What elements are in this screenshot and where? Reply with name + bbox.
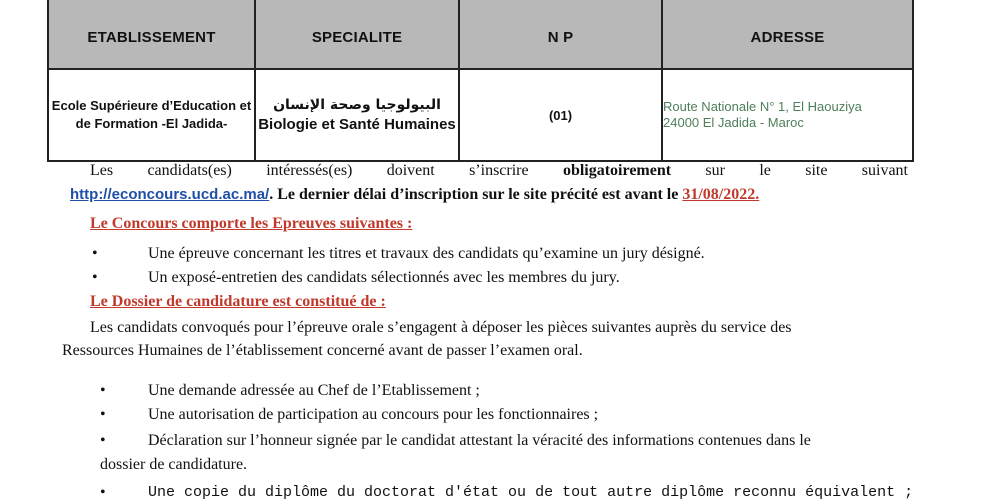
bullet-icon: • — [92, 269, 98, 286]
bullet-icon: • — [100, 432, 106, 449]
bullet-icon: • — [100, 484, 106, 501]
header-specialite: SPECIALITE — [255, 0, 459, 69]
intro-text-2: sur le site suivant — [671, 162, 908, 179]
registration-link[interactable]: http://econcours.ucd.ac.ma/ — [70, 186, 270, 203]
header-np: N P — [459, 0, 662, 69]
specialite-french: Biologie et Santé Humaines — [258, 116, 456, 133]
cell-np: (01) — [459, 69, 662, 161]
intro-bold: obligatoirement — [562, 162, 672, 179]
bullet-icon: • — [100, 406, 106, 423]
section2-paragraph-line2: Ressources Humaines de l’établissement concerné avant de passer l’examen oral. — [62, 342, 583, 359]
table-row — [48, 69, 913, 161]
intro-text-1: Les candidats(es) intéressés(es) doivent s’inscrire — [90, 162, 563, 179]
table-header-row — [48, 0, 913, 69]
section2-paragraph-line1: Les candidats convoqués pour l’épreuve orale s’engagent à déposer les pièces suivantes auprès du service des — [90, 319, 792, 336]
header-adresse: ADRESSE — [662, 0, 913, 69]
cell-adresse — [662, 69, 913, 161]
intro-text-3: . Le dernier délai d’inscription sur le site précité est avant le — [269, 186, 683, 203]
adresse-line-2: 24000 El Jadida - Maroc — [663, 115, 804, 130]
positions-table — [47, 0, 914, 162]
header-etablissement: ETABLISSEMENT — [48, 0, 255, 69]
section2-heading: Le Dossier de candidature est constitué de : — [90, 293, 386, 310]
section1-heading: Le Concours comporte les Epreuves suivantes : — [90, 215, 413, 232]
intro-paragraph-line1 — [90, 160, 908, 182]
intro-paragraph-line2 — [70, 184, 910, 206]
bullet-icon: • — [92, 245, 98, 262]
deadline-date: 31/08/2022. — [682, 186, 760, 203]
bullet-icon: • — [100, 382, 106, 399]
cell-specialite — [255, 69, 459, 161]
specialite-arabic: البيولوجيا وصحة الإنسان — [273, 97, 441, 113]
cell-etablissement: Ecole Supérieure d’Education et de Formation -El Jadida- — [48, 69, 255, 161]
adresse-line-1: Route Nationale N° 1, El Haouziya — [663, 99, 862, 114]
list-item-continuation: dossier de candidature. — [100, 456, 248, 473]
